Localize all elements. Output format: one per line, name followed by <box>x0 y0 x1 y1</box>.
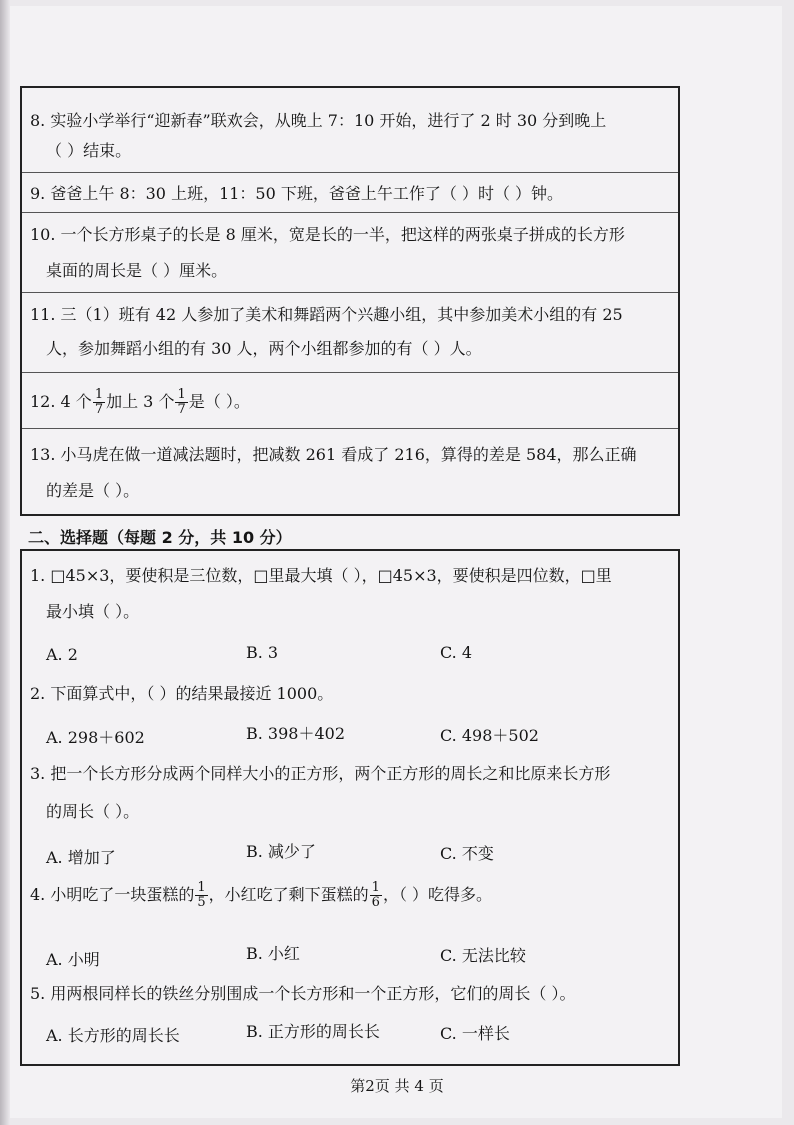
choice-q1-option-b: B. 3 <box>246 643 279 662</box>
choice-q3-option-b: B. 减少了 <box>246 842 316 861</box>
choice-q1-line1: 1. □45×3，要使积是三位数，□里最大填（ ），□45×3，要使积是四位数，□里 <box>30 566 612 585</box>
choice-q3-option-c: C. 不变 <box>440 844 494 863</box>
choice-q1-option-a: A. 2 <box>46 645 78 664</box>
choice-q4-option-a: A. 小明 <box>46 950 100 969</box>
choice-q5-option-b: B. 正方形的周长长 <box>246 1022 380 1041</box>
question-13-line1: 13. 小马虎在做一道减法题时，把减数 261 看成了 216，算得的差是 584，那么正确 <box>30 445 637 464</box>
divider <box>22 212 678 213</box>
question-11-line2: 人，参加舞蹈小组的有 30 人，两个小组都参加的有（ ）人。 <box>46 339 482 358</box>
question-12-text-b: 加上 3 个 <box>106 392 175 411</box>
choice-q2: 2. 下面算式中，（ ）的结果最接近 1000。 <box>30 684 334 703</box>
section-title-choice: 二、选择题（每题 2 分，共 10 分） <box>28 528 292 547</box>
choice-q5: 5. 用两根同样长的铁丝分别围成一个长方形和一个正方形，它们的周长（ ）。 <box>30 984 576 1003</box>
fill-blank-box <box>20 86 680 516</box>
choice-q2-option-c: C. 498＋502 <box>440 726 539 745</box>
question-11-line1: 11. 三（1）班有 42 人参加了美术和舞蹈两个兴趣小组，其中参加美术小组的有 25 <box>30 305 623 324</box>
question-8-line1: 8. 实验小学举行“迎新春”联欢会，从晚上 7：10 开始，进行了 2 时 30 分到晚上 <box>30 111 607 130</box>
choice-q5-option-c: C. 一样长 <box>440 1024 510 1043</box>
question-10-line1: 10. 一个长方形桌子的长是 8 厘米，宽是长的一半，把这样的两张桌子拼成的长方形 <box>30 225 625 244</box>
choice-q4-option-b: B. 小红 <box>246 944 300 963</box>
choice-q1-option-c: C. 4 <box>440 643 473 662</box>
choice-q4-text-c: ，（ ）吃得多。 <box>382 885 493 904</box>
choice-q4-option-c: C. 无法比较 <box>440 946 526 965</box>
choice-q4 <box>30 881 492 910</box>
divider <box>22 428 678 429</box>
choice-q1-line2: 最小填（ ）。 <box>46 602 140 621</box>
choice-q2-option-a: A. 298＋602 <box>46 728 145 747</box>
question-13-line2: 的差是（ ）。 <box>46 481 140 500</box>
fraction-one-fifth: $\frac{1}{5}$ <box>197 880 206 910</box>
question-12-text-a: 12. 4 个 <box>30 392 92 411</box>
choice-q4-text-a: 4. 小明吃了一块蛋糕的 <box>30 885 195 904</box>
choice-q4-text-b: ，小红吃了剩下蛋糕的 <box>208 885 369 904</box>
page-footer: 第2页 共 4 页 <box>350 1077 444 1095</box>
question-12-text-c: 是（ ）。 <box>188 392 250 411</box>
question-10-line2: 桌面的周长是（ ）厘米。 <box>46 261 228 280</box>
choice-q3-line1: 3. 把一个长方形分成两个同样大小的正方形，两个正方形的周长之和比原来长方形 <box>30 764 611 783</box>
question-12 <box>30 388 250 417</box>
fraction-one-seventh: $\frac{1}{7}$ <box>177 387 186 417</box>
fraction-one-sixth: $\frac{1}{6}$ <box>371 880 380 910</box>
question-8-line2: （ ）结束。 <box>46 141 132 160</box>
choice-q2-option-b: B. 398＋402 <box>246 724 346 743</box>
fraction-one-seventh: $\frac{1}{7}$ <box>94 387 104 417</box>
choice-q5-option-a: A. 长方形的周长长 <box>46 1026 180 1045</box>
exam-page <box>6 6 782 1118</box>
question-9: 9. 爸爸上午 8：30 上班，11：50 下班，爸爸上午工作了（ ）时（ ）钟。 <box>30 184 564 203</box>
divider <box>22 372 678 373</box>
choice-q3-option-a: A. 增加了 <box>46 848 116 867</box>
divider <box>22 292 678 293</box>
choice-box <box>20 549 680 1066</box>
scan-shadow <box>0 0 10 1125</box>
divider <box>22 172 678 173</box>
choice-q3-line2: 的周长（ ）。 <box>46 802 140 821</box>
